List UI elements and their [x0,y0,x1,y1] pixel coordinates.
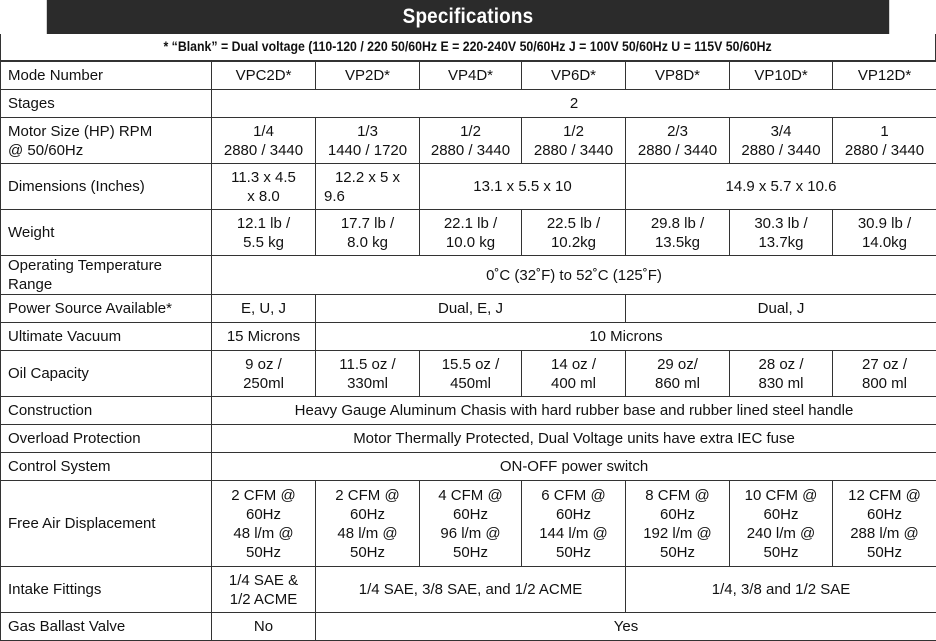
row-label: Motor Size (HP) RPM @ 50/60Hz [1,118,212,164]
row-label: Stages [1,90,212,118]
row-label: Construction [1,397,212,425]
oil-cell: 27 oz / 800 ml [833,351,936,397]
row-weight [1,210,936,256]
weight-cell: 22.5 lb / 10.2kg [522,210,626,256]
temperature-value: 0˚C (32˚F) to 52˚C (125˚F) [212,256,936,295]
row-operating-temperature [1,256,936,295]
row-label: Weight [1,210,212,256]
model-cell: VP8D* [626,62,730,90]
motor-cell: 3/4 2880 / 3440 [730,118,833,164]
air-cell: 10 CFM @ 60Hz 240 l/m @ 50Hz [730,481,833,567]
row-label: Dimensions (Inches) [1,164,212,210]
voltage-note: * “Blank” = Dual voltage (110-120 / 220 50/60Hz E = 220-240V 50/60Hz J = 100V 50/60Hz U = 115V 50/60Hz [0,34,936,61]
air-cell: 12 CFM @ 60Hz 288 l/m @ 50Hz [833,481,936,567]
power-cell: Dual, E, J [316,295,626,323]
motor-cell: 1/3 1440 / 1720 [316,118,420,164]
oil-cell: 29 oz/ 860 ml [626,351,730,397]
row-model-number [1,62,936,90]
construction-value: Heavy Gauge Aluminum Chasis with hard rubber base and rubber lined steel handle [212,397,936,425]
dimensions-cell: 12.2 x 5 x 9.6 [316,164,420,210]
weight-cell: 22.1 lb / 10.0 kg [420,210,522,256]
row-free-air-displacement [1,481,936,567]
page-title: Specifications [47,0,889,34]
model-cell: VP6D* [522,62,626,90]
model-cell: VPC2D* [212,62,316,90]
row-dimensions [1,164,936,210]
weight-cell: 30.9 lb / 14.0kg [833,210,936,256]
row-control-system [1,453,936,481]
weight-cell: 17.7 lb / 8.0 kg [316,210,420,256]
intake-cell: 1/4 SAE, 3/8 SAE, and 1/2 ACME [316,567,626,613]
specifications-table [0,61,936,641]
weight-cell: 30.3 lb / 13.7kg [730,210,833,256]
row-power-source [1,295,936,323]
air-cell: 2 CFM @ 60Hz 48 l/m @ 50Hz [316,481,420,567]
air-cell: 4 CFM @ 60Hz 96 l/m @ 50Hz [420,481,522,567]
ballast-cell: No [212,613,316,641]
ballast-cell: Yes [316,613,936,641]
row-label: Mode Number [1,62,212,90]
row-label: Oil Capacity [1,351,212,397]
power-cell: Dual, J [626,295,936,323]
stages-value: 2 [212,90,936,118]
weight-cell: 12.1 lb / 5.5 kg [212,210,316,256]
oil-cell: 15.5 oz / 450ml [420,351,522,397]
overload-value: Motor Thermally Protected, Dual Voltage units have extra IEC fuse [212,425,936,453]
air-cell: 8 CFM @ 60Hz 192 l/m @ 50Hz [626,481,730,567]
row-label: Ultimate Vacuum [1,323,212,351]
motor-cell: 2/3 2880 / 3440 [626,118,730,164]
oil-cell: 9 oz / 250ml [212,351,316,397]
motor-cell: 1 2880 / 3440 [833,118,936,164]
vacuum-cell: 15 Microns [212,323,316,351]
oil-cell: 14 oz / 400 ml [522,351,626,397]
model-cell: VP12D* [833,62,936,90]
dimensions-cell: 11.3 x 4.5 x 8.0 [212,164,316,210]
air-cell: 6 CFM @ 60Hz 144 l/m @ 50Hz [522,481,626,567]
intake-cell: 1/4 SAE & 1/2 ACME [212,567,316,613]
row-label: Power Source Available* [1,295,212,323]
power-cell: E, U, J [212,295,316,323]
intake-cell: 1/4, 3/8 and 1/2 SAE [626,567,936,613]
row-label: Control System [1,453,212,481]
row-stages [1,90,936,118]
motor-cell: 1/2 2880 / 3440 [522,118,626,164]
row-motor-size [1,118,936,164]
row-label: Free Air Displacement [1,481,212,567]
weight-cell: 29.8 lb / 13.5kg [626,210,730,256]
model-cell: VP4D* [420,62,522,90]
row-label: Intake Fittings [1,567,212,613]
row-gas-ballast-valve [1,613,936,641]
row-intake-fittings [1,567,936,613]
model-cell: VP10D* [730,62,833,90]
oil-cell: 28 oz / 830 ml [730,351,833,397]
air-cell: 2 CFM @ 60Hz 48 l/m @ 50Hz [212,481,316,567]
row-ultimate-vacuum [1,323,936,351]
row-label: Overload Protection [1,425,212,453]
row-label: Gas Ballast Valve [1,613,212,641]
oil-cell: 11.5 oz / 330ml [316,351,420,397]
control-value: ON-OFF power switch [212,453,936,481]
row-overload-protection [1,425,936,453]
dimensions-cell: 14.9 x 5.7 x 10.6 [626,164,936,210]
row-oil-capacity [1,351,936,397]
model-cell: VP2D* [316,62,420,90]
row-label: Operating Temperature Range [1,256,212,295]
motor-cell: 1/2 2880 / 3440 [420,118,522,164]
vacuum-cell: 10 Microns [316,323,936,351]
motor-cell: 1/4 2880 / 3440 [212,118,316,164]
dimensions-cell: 13.1 x 5.5 x 10 [420,164,626,210]
row-construction [1,397,936,425]
